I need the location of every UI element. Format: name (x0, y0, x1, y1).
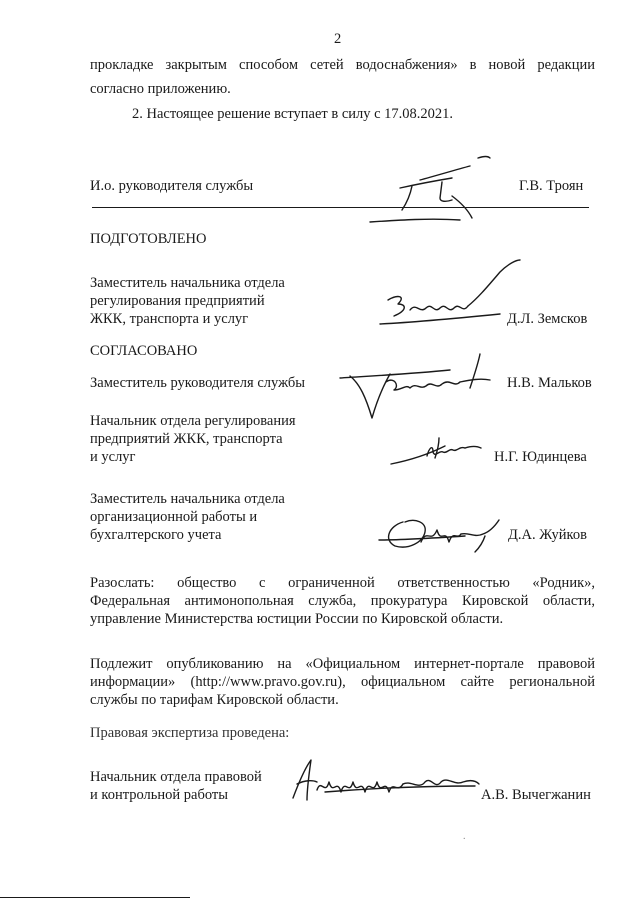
stray-mark: . (463, 831, 466, 842)
footnote-rule (0, 897, 190, 898)
intro-line-2: согласно приложению. (90, 81, 231, 97)
agreed-signer-3-signature-image (375, 508, 505, 558)
agreed-signer-2-name: Н.Г. Юдинцева (494, 449, 587, 465)
prepared-name: Д.Л. Земсков (507, 311, 588, 327)
distribution-line-1: Разослать: общество с ограниченной ответственностью «Родник», (90, 575, 595, 591)
prepared-heading: ПОДГОТОВЛЕНО (90, 231, 207, 247)
head-signature-image (360, 150, 500, 230)
legal-signer-role-line-2: и контрольной работы (90, 787, 228, 803)
intro-line-1: прокладке закрытым способом сетей водоснабжения» в новой редакции (90, 57, 595, 73)
agreed-signer-2-signature-image (385, 430, 495, 480)
agreed-signer-1-name: Н.В. Мальков (507, 375, 592, 391)
agreed-signer-2-role-line-1: Начальник отдела регулирования (90, 413, 296, 429)
agreed-signer-1-signature-image (330, 348, 510, 428)
agreed-signer-2-role-line-3: и услуг (90, 449, 136, 465)
agreed-signer-1-role-line-1: Заместитель руководителя службы (90, 375, 306, 391)
publication-line-3: службы по тарифам Кировской области. (90, 692, 339, 708)
agreed-signer-3-role-line-2: организационной работы и (90, 509, 258, 525)
prepared-role-line-3: ЖКК, транспорта и услуг (90, 311, 249, 327)
publication-line-2: информации» (http://www.pravo.gov.ru), официальном сайте региональной (90, 674, 595, 690)
clause-2: 2. Настоящее решение вступает в силу с 17.08.2021. (132, 106, 454, 122)
legal-signer-role-line-1: Начальник отдела правовой (90, 769, 262, 785)
prepared-role-line-2: регулирования предприятий (90, 293, 265, 309)
distribution-line-3: управление Министерства юстиции России по Кировской области. (90, 611, 504, 627)
head-name: Г.В. Троян (519, 178, 584, 194)
publication-line-1: Подлежит опубликованию на «Официальном интернет-портале правовой (90, 656, 595, 672)
legal-review-note: Правовая экспертиза проведена: (90, 725, 290, 741)
agreed-signer-2-role-line-2: предприятий ЖКК, транспорта (90, 431, 283, 447)
page-number: 2 (334, 31, 342, 47)
prepared-role-line-1: Заместитель начальника отдела (90, 275, 285, 291)
legal-signer-signature-image (285, 752, 485, 812)
prepared-signature-image (370, 258, 530, 338)
agreed-signer-3-role-line-1: Заместитель начальника отдела (90, 491, 285, 507)
distribution-line-2: Федеральная антимонопольная служба, прокуратура Кировской области, (90, 593, 595, 609)
agreed-signer-3-name: Д.А. Жуйков (508, 527, 587, 543)
signature-divider-line (92, 207, 589, 208)
agreed-signer-3-role-line-3: бухгалтерского учета (90, 527, 222, 543)
agreed-heading: СОГЛАСОВАНО (90, 343, 198, 359)
legal-signer-name: А.В. Вычегжанин (481, 787, 591, 803)
head-role: И.о. руководителя службы (90, 178, 254, 194)
